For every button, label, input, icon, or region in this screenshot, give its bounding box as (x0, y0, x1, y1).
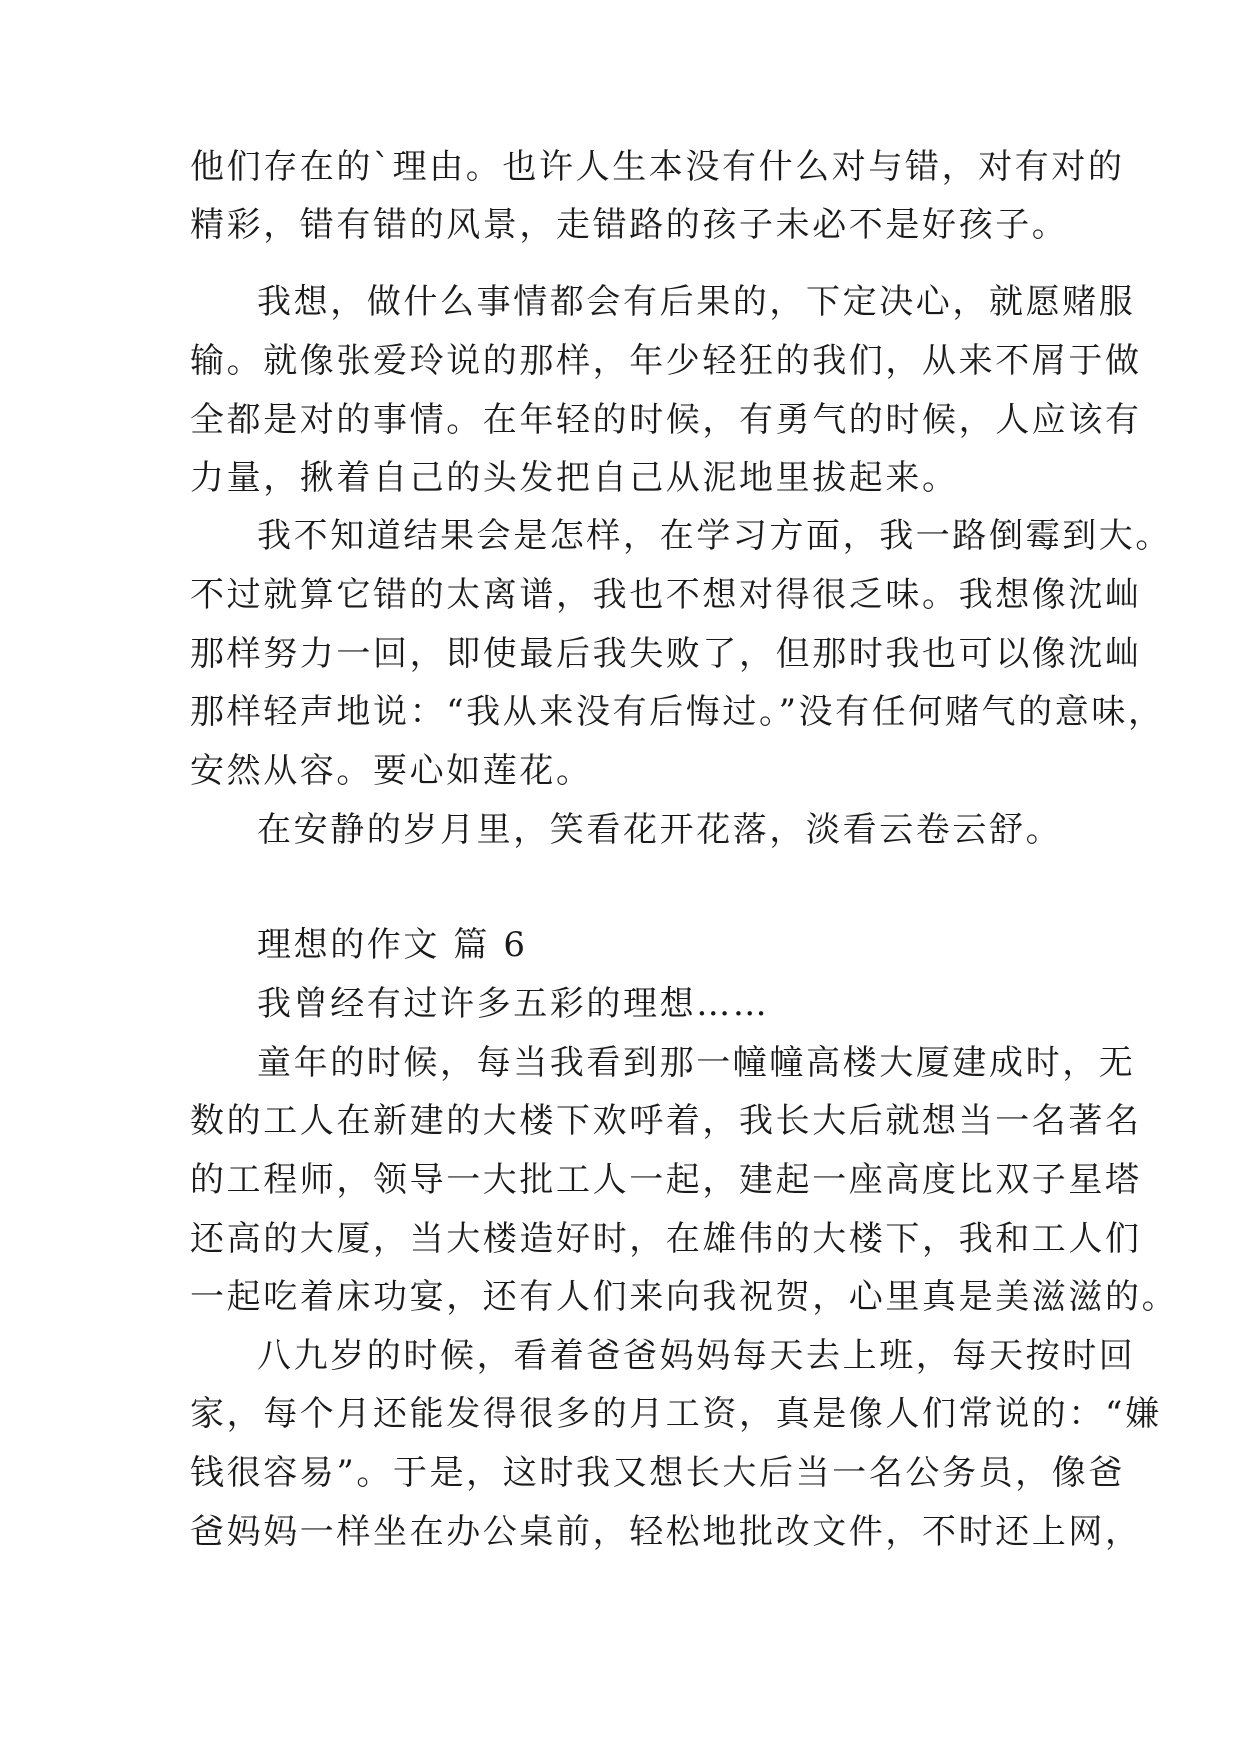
text-line: 那样轻声地说：“我从来没有后悔过。”没有任何赌气的意味， (190, 692, 1165, 732)
text-line: 数的工人在新建的大楼下欢呼着，我长大后就想当一名著名 (190, 1101, 1142, 1141)
text-line: 还高的大厦，当大楼造好时，在雄伟的大楼下，我和工人们 (190, 1219, 1142, 1259)
text-line: 家，每个月还能发得很多的月工资，真是像人们常说的：“嫌 (190, 1394, 1162, 1434)
text-line: 的工程师，领导一大批工人一起，建起一座高度比双子星塔 (190, 1160, 1142, 1200)
text-line: 我不知道结果会是怎样，在学习方面，我一路倒霉到大。 (257, 516, 1172, 556)
text-line: 精彩，错有错的风景，走错路的孩子未必不是好孩子。 (190, 205, 1069, 245)
text-line: 八九岁的时候，看着爸爸妈妈每天去上班，每天按时回 (257, 1336, 1136, 1376)
text-line: 爸妈妈一样坐在办公桌前，轻松地批改文件，不时还上网， (190, 1512, 1142, 1552)
text-line: 不过就算它错的太离谱，我也不想对得很乏味。我想像沈屾 (190, 575, 1142, 615)
text-line: 童年的时候，每当我看到那一幢幢高楼大厦建成时，无 (257, 1043, 1136, 1083)
text-line: 钱很容易”。于是，这时我又想长大后当一名公务员，像爸 (190, 1453, 1125, 1493)
text-line: 在安静的岁月里，笑看花开花落，淡看云卷云舒。 (257, 810, 1063, 850)
text-line: 一起吃着床功宴，还有人们来向我祝贺，心里真是美滋滋的。 (190, 1277, 1179, 1317)
text-line: 那样努力一回，即使最后我失败了，但那时我也可以像沈屾 (190, 634, 1142, 674)
text-line: 安然从容。要心如莲花。 (190, 751, 593, 791)
text-line: 输。就像张爱玲说的那样，年少轻狂的我们，从来不屑于做 (190, 341, 1142, 381)
text-line: 全都是对的事情。在年轻的时候，有勇气的时候，人应该有 (190, 400, 1142, 440)
text-line: 力量，揪着自己的头发把自己从泥地里拔起来。 (190, 458, 959, 498)
text-line: 我想，做什么事情都会有后果的，下定决心，就愿赌服 (257, 282, 1136, 322)
section-heading: 理想的作文 篇 6 (257, 925, 528, 965)
text-line: 我曾经有过许多五彩的理想…… (257, 984, 770, 1024)
text-line: 他们存在的`理由。也许人生本没有什么对与错，对有对的 (190, 147, 1125, 187)
